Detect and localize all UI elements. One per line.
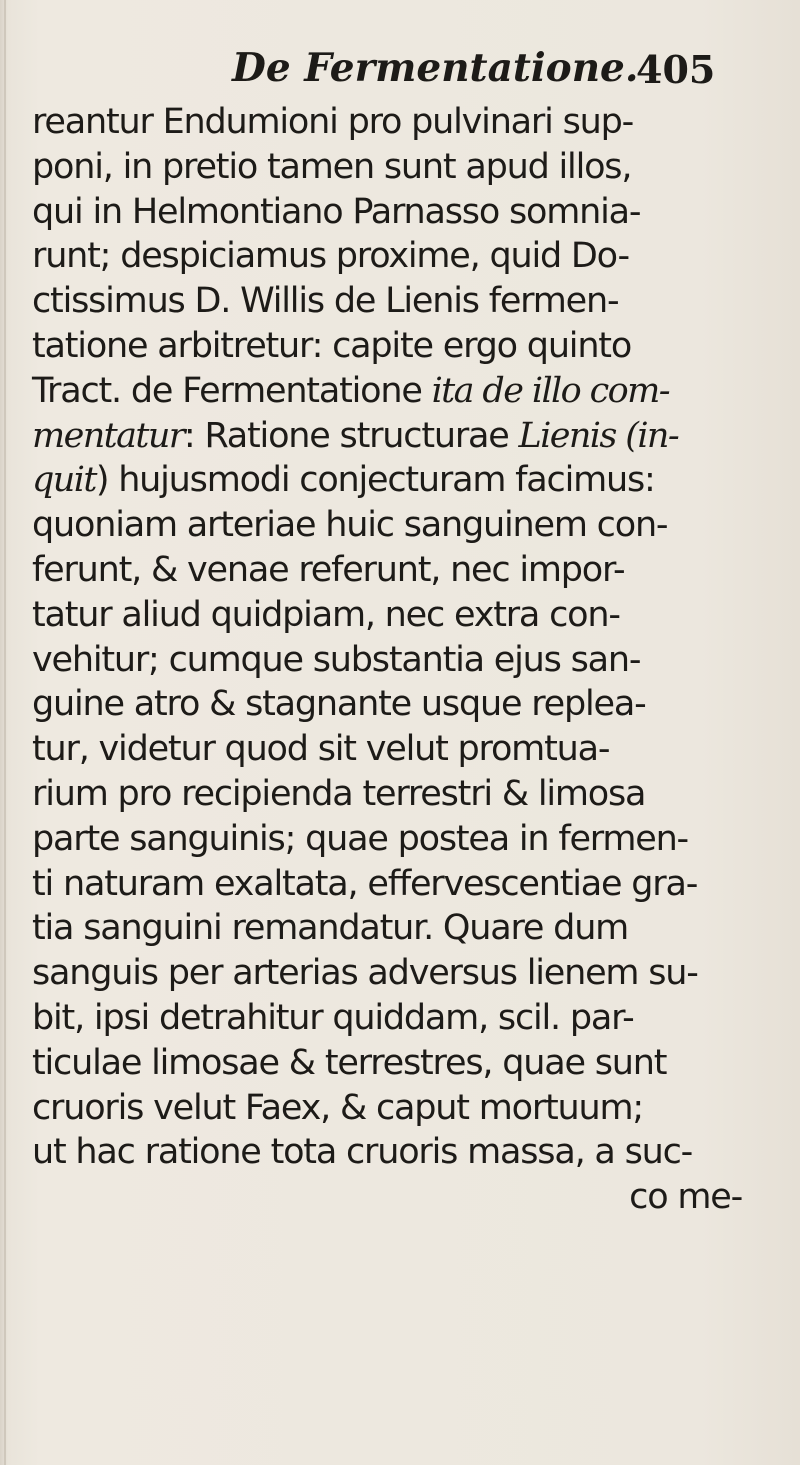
text-line: tatur aliud quidpiam, nec extra con- bbox=[32, 594, 620, 635]
text-line: vehitur; cumque substantia ejus san- bbox=[32, 639, 641, 680]
page-header bbox=[0, 42, 800, 100]
text-line: ferunt, & venae referunt, nec impor- bbox=[32, 549, 625, 590]
text-line: reantur Endumioni pro pulvinari sup- bbox=[32, 102, 634, 142]
text-line: bit, ipsi detrahitur quiddam, scil. par- bbox=[32, 997, 634, 1038]
italic-segment: quit bbox=[32, 460, 96, 501]
page-gutter bbox=[4, 0, 6, 1465]
text-line: ticulae limosae & terrestres, quae sunt bbox=[32, 1042, 667, 1083]
text-line: sanguis per arterias adversus lienem su- bbox=[32, 953, 698, 994]
italic-segment: Lienis (in- bbox=[518, 415, 679, 456]
running-title: De Fermentatione. bbox=[232, 45, 639, 91]
text-line: qui in Helmontiano Parnasso somnia- bbox=[32, 191, 641, 232]
catchword: co me- bbox=[629, 1177, 742, 1218]
text-line: guine atro & stagnante usque replea- bbox=[32, 684, 646, 725]
italic-segment: mentatur bbox=[32, 415, 184, 456]
text-line: tatione arbitretur: capite ergo quinto bbox=[32, 325, 632, 366]
text-line: ut hac ratione tota cruoris massa, a suc- bbox=[32, 1132, 693, 1173]
text-line: ti naturam exaltata, effervescentiae gra- bbox=[32, 863, 698, 904]
text-line: poni, in pretio tamen sunt apud illos, bbox=[32, 146, 632, 187]
text-line: Tract. de Fermentatione ita de illo com- bbox=[32, 370, 669, 411]
text-line: cruoris velut Faex, & caput mortuum; bbox=[32, 1087, 643, 1128]
body-text bbox=[32, 100, 792, 1220]
text-line: mentatur: Ratione structurae Lienis (in- bbox=[32, 415, 679, 456]
text-line: tur, videtur quod sit velut promtua- bbox=[32, 729, 610, 770]
text-line: ctissimus D. Willis de Lienis fermen- bbox=[32, 281, 619, 322]
text-line: quoniam arteriae huic sanguinem con- bbox=[32, 505, 668, 546]
page-number: 405 bbox=[636, 47, 716, 92]
text-line: tia sanguini remandatur. Quare dum bbox=[32, 908, 629, 949]
italic-segment: ita de illo com- bbox=[431, 370, 669, 411]
text-line: parte sanguinis; quae postea in fermen- bbox=[32, 818, 688, 859]
text-line: runt; despiciamus proxime, quid Do- bbox=[32, 236, 629, 277]
text-line: rium pro recipienda terrestri & limosa bbox=[32, 773, 646, 814]
text-line: quit) hujusmodi conjecturam facimus: bbox=[32, 460, 655, 501]
